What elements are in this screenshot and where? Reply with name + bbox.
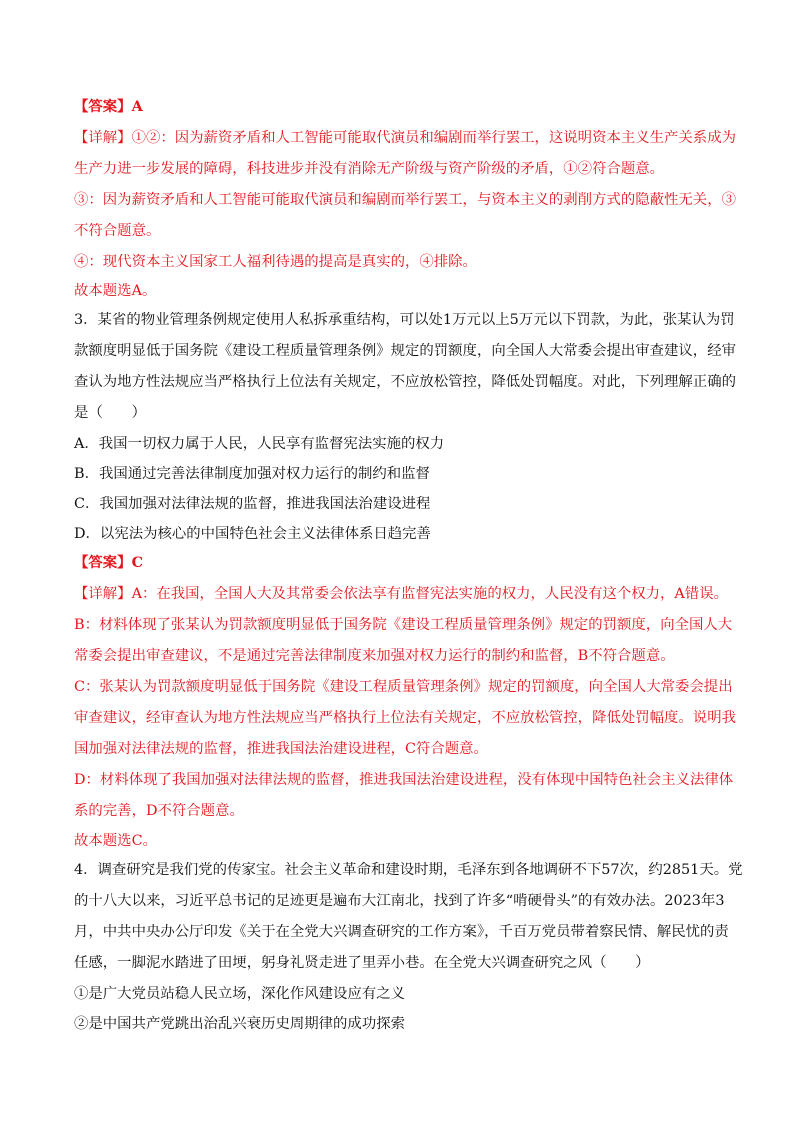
option-d: D．以宪法为核心的中国特色社会主义法律体系日趋完善 <box>74 526 431 542</box>
question-4-stem: 任感，一脚泥水踏进了田埂，躬身礼贤走进了里弄小巷。在全党大兴调查研究之风（ ） <box>74 955 650 971</box>
explanation-line: C：张某认为罚款额度明显低于国务院《建设工程质量管理条例》规定的罚额度，向全国人大常委会提出 <box>74 679 733 695</box>
explanation-line: ③：因为薪资矛盾和人工智能可能取代演员和编剧而举行罢工，与资本主义的剥削方式的隐蔽性无关，③ <box>74 192 736 208</box>
conclusion-line: 故本题选A。 <box>74 283 157 299</box>
statement-2: ②是中国共产党跳出治乱兴衰历史周期律的成功探索 <box>74 1016 405 1032</box>
explanation-line: 常委会提出审查建议，不是通过完善法律制度来加强对权力运行的制约和监督，B不符合题意。 <box>74 648 675 664</box>
explanation-line: 审查建议，经审查认为地方性法规应当严格执行上位法有关规定，不应放松管控，降低处罚幅度。说明我 <box>74 710 736 726</box>
question-3-stem: 是（ ） <box>74 405 146 421</box>
explanation-line: ④：现代资本主义国家工人福利待遇的提高是真实的，④排除。 <box>74 254 477 270</box>
statement-1: ①是广大党员站稳人民立场，深化作风建设应有之义 <box>74 986 405 1002</box>
explanation-line: D：材料体现了我国加强对法律法规的监督，推进我国法治建设进程，没有体现中国特色社会主义法律体 <box>74 772 734 788</box>
question-3-stem: 款额度明显低于国务院《建设工程质量管理条例》规定的罚额度，向全国人大常委会提出审查建议，经审 <box>74 343 736 359</box>
explanation-line: 【详解】①②：因为薪资矛盾和人工智能可能取代演员和编剧而举行罢工，这说明资本主义生产关系成为 <box>74 130 736 146</box>
explanation-line: 生产力进一步发展的障碍，科技进步并没有消除无产阶级与资产阶级的矛盾，①②符合题意。 <box>74 161 665 177</box>
option-b: B．我国通过完善法律制度加强对权力运行的制约和监督 <box>74 466 430 482</box>
explanation-line: 系的完善，D不符合题意。 <box>74 803 244 819</box>
question-4-stem: 4．调查研究是我们党的传家宝。社会主义革命和建设时期，毛泽东到各地调研不下57次，约2851天。党 <box>74 862 743 878</box>
question-3-stem: 查认为地方性法规应当严格执行上位法有关规定，不应放松管控，降低处罚幅度。对此，下列理解正确的 <box>74 374 736 390</box>
option-c: C．我国加强对法律法规的监督，推进我国法治建设进程 <box>74 496 431 512</box>
answer-label: 【答案】A <box>74 98 143 115</box>
explanation-line: 【详解】A：在我国，全国人大及其常委会依法享有监督宪法实施的权力，人民没有这个权力，A错误。 <box>74 586 728 602</box>
question-4-stem: 月，中共中央办公厅印发《关于在全党大兴调查研究的工作方案》，千百万党员带着察民情、解民忧的责 <box>74 924 729 940</box>
question-3-stem: 3．某省的物业管理条例规定使用人私拆承重结构，可以处1万元以上5万元以下罚款，为此，张某认为罚 <box>74 312 735 328</box>
answer-label: 【答案】C <box>74 554 144 571</box>
question-4-stem: 的十八大以来，习近平总书记的足迹更是遍布大江南北，找到了许多“啃硬骨头”的有效办法。2023年3 <box>74 893 725 909</box>
explanation-line: 不符合题意。 <box>74 223 161 239</box>
conclusion-line: 故本题选C。 <box>74 833 157 849</box>
explanation-line: B：材料体现了张某认为罚款额度明显低于国务院《建设工程质量管理条例》规定的罚额度，向全国人大 <box>74 617 733 633</box>
option-a: A．我国一切权力属于人民，人民享有监督宪法实施的权力 <box>74 436 445 452</box>
explanation-line: 国加强对法律法规的监督，推进我国法治建设进程，C符合题意。 <box>74 741 488 757</box>
